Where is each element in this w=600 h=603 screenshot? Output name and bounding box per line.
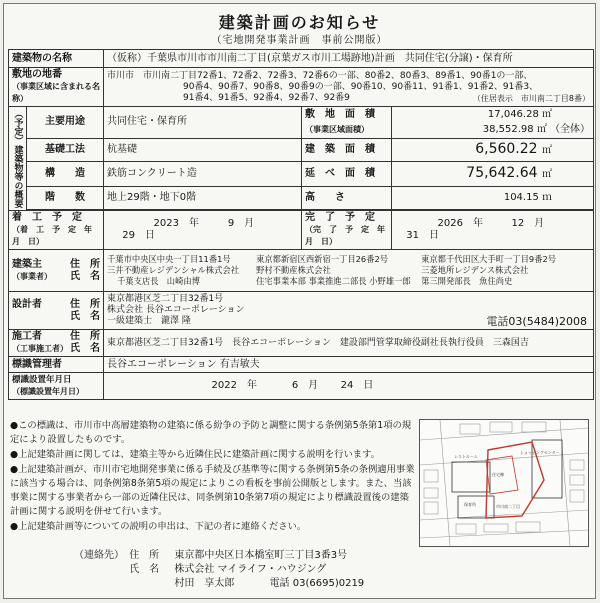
designer-company: 株式会社 長谷エコーポレーション (107, 305, 245, 315)
info-table (8, 49, 594, 400)
height-label: 高 さ (302, 186, 392, 209)
owner-label: 建築主 (12, 258, 42, 270)
site-line-2: 90番4、90番7、90番8、90番9の一部、90番10、90番11、91番1、91番2、91番3、 (183, 81, 539, 92)
note-3: ●上記建築計画が、市川市宅地開発事業に係る手続及び基準等に関する条例第5条の条例適用事業に該当する場合は、同条例第8条第5項の規定によりこの看板を事前公開版とします。また、当該事業に関する事業者から一部の近隣住民は、同条例第10条第7項の規定により標識設置後の建築計画に関する説明を併せて行います。 (10, 464, 415, 517)
site-area-value: 17,046.28 (487, 108, 539, 120)
row-posting-date (9, 373, 594, 400)
contractor-name-label: 氏 名 (70, 343, 100, 354)
contractor-label-sub: （工事施工者） (12, 344, 68, 353)
structure-label: 構 造 (27, 161, 104, 186)
contact-phone: 電話 03(6695)0219 (269, 578, 365, 589)
notes (10, 419, 415, 535)
sign-title: 建築計画のお知らせ (218, 13, 381, 32)
designer-addr-label: 住 所 (70, 298, 100, 310)
floors-value: 地上29階・地下0階 (104, 186, 302, 209)
end-label-sub: （完 了 予 定 年 月 日） (305, 225, 393, 246)
notice-sign (3, 3, 596, 599)
site-area-label: 敷 地 面 積 (305, 108, 375, 120)
designer-phone: 電話03(5484)2008 (486, 315, 588, 328)
start-month: 9 月 (227, 218, 255, 229)
start-day: 29 日 (122, 230, 155, 241)
end-label: 完 了 予 定 (305, 212, 375, 223)
building-area-label: 建 築 面 積 (302, 138, 392, 161)
owner-company-2: 東京都新宿区西新宿一丁目26番2号 野村不動産株式会社 住宅事業本部 事業推進二部長 小野雄一郎 (256, 254, 411, 286)
end-day: 31 日 (406, 230, 439, 241)
owner-company-3: 東京都千代田区大手町一丁目9番2号 三菱地所レジデンス株式会社 第三開発部長 魚住尚史 (421, 254, 557, 286)
height-value: 104.15 (503, 191, 539, 203)
site-label-sub: （事業区域に含まれる名称） (12, 82, 100, 103)
row-use: （予定）建築物等の概要 主要用途 共同住宅・保育所 敷 地 面 積 （事業区域面積） 17,046.28 ㎡ 38,552.98 ㎡ （全体） (9, 107, 594, 139)
designer-address: 東京都港区芝二丁目32番1号 (107, 294, 224, 304)
map-label-b: ショッピングセンター (520, 450, 560, 455)
start-label: 着 工 予 定 (12, 212, 82, 223)
project-area-value: 38,552.98 (482, 123, 534, 135)
site-line-1: 市川市 市川南二丁目72番1、72番2、72番3、72番6の一部、80番2、80番3、89番1、90番1の一部、 (107, 70, 533, 81)
designer-architect: 一級建築士 瀧澤 隆 (107, 316, 191, 326)
owner-company-1: 千葉市中央区中央一丁目11番1号 三井不動産レジデンシャル株式会社 千葉支店長 山崎由博 (107, 254, 240, 286)
height-unit: ｍ (542, 191, 553, 203)
owner-label-sub: （事業者） (12, 271, 52, 281)
end-year: 2026 年 (437, 218, 483, 229)
site-address-note: （住居表示 市川南二丁目8番） (472, 93, 591, 103)
map-label-c: 住宅棟 (492, 472, 504, 477)
row-structure: 構 造 鉄筋コンクリート造 延 べ 面 積 75,642.64 ㎡ (9, 161, 594, 186)
contact-person: 村田 享太郎 (174, 578, 235, 589)
row-owner (9, 250, 594, 292)
row-foundation: 基礎工法 杭基礎 建 築 面 積 6,560.22 ㎡ (9, 138, 594, 161)
designer-name-label: 氏 名 (70, 310, 100, 322)
floors-label: 階 数 (27, 186, 104, 209)
map-label-e: 市川南二丁目 (496, 504, 520, 509)
row-schedule (9, 211, 594, 250)
posting-day: 24 日 (340, 380, 374, 391)
note-1: ●この標識は、市川市中高層建築物の建築に係る紛争の予防と調整に関する条例第5条第1項の規定により設置したものです。 (10, 420, 412, 445)
foundation-value: 杭基礎 (104, 138, 302, 161)
contact-company: 株式会社 マイライフ・ハウジング (174, 564, 327, 575)
contractor-addr-label: 住 所 (70, 331, 100, 342)
foundation-label: 基礎工法 (27, 138, 104, 161)
contact-addr-label: 住 所 (129, 550, 160, 561)
manager-value: 長谷エコーポレーション 有吉敏夫 (104, 357, 594, 373)
sign-subtitle: （宅地開発事業計画 事前公開版） (211, 35, 388, 46)
contact-address: 東京都中央区日本橋室町三丁目3番3号 (174, 550, 348, 561)
overview-label: （予定）建築物等の概要 (9, 107, 27, 211)
use-label: 主要用途 (27, 107, 104, 139)
note-2: ●上記建築計画に関しては、建築主等から近隣住民に建築計画に関する説明を行います。 (10, 449, 380, 460)
posting-label: 標識設置年月日 (12, 375, 72, 385)
site-area-unit: ㎡ (542, 108, 553, 120)
owner-name-label: 氏 名 (70, 270, 100, 282)
map-label-d: 保育所 (464, 502, 476, 507)
start-year: 2023 年 (153, 218, 199, 229)
designer-label: 設計者 (12, 298, 42, 310)
contact-label: （連絡先） (74, 550, 124, 561)
start-label-sub: （着 工 予 定 年 月 日） (12, 225, 100, 246)
building-area-value: 6,560.22 (475, 140, 538, 157)
use-value: 共同住宅・保育所 (104, 107, 302, 139)
posting-label-sub: （標識設置年月日） (12, 387, 84, 396)
site-map (419, 419, 589, 547)
contact-name-label: 氏 名 (129, 564, 160, 575)
note-4: ●上記建築計画等についての説明の申出は、下記の者に連絡ください。 (10, 521, 307, 532)
contractor-value: 東京都港区芝二丁目32番1号 長谷エコーポレーション 建設部門管掌取締役副社長執行役員 三森国吉 (104, 330, 594, 357)
floor-area-value: 75,642.64 (466, 164, 538, 181)
contact-block (74, 549, 364, 591)
manager-label: 標識管理者 (9, 357, 104, 373)
site-label: 敷地の地番 (12, 69, 62, 80)
row-site (9, 68, 594, 107)
row-contractor (9, 330, 594, 357)
site-line-3: 91番4、91番5、92番4、92番7、92番9 (183, 92, 350, 103)
map-label-a: レストルーム (454, 454, 478, 459)
posting-year: 2022 年 (211, 380, 257, 391)
row-floors (9, 186, 594, 209)
row-manager (9, 357, 594, 373)
contractor-label: 施工者 (12, 331, 42, 342)
building-name-label: 建築物の名称 (9, 50, 104, 68)
posting-month: 6 月 (291, 380, 319, 391)
site-map-drawing (420, 420, 588, 546)
project-area-label: （事業区域面積） (305, 124, 369, 134)
floor-area-label: 延 べ 面 積 (302, 161, 392, 186)
row-building-name (9, 50, 594, 68)
row-designer (9, 292, 594, 330)
end-month: 12 月 (511, 218, 545, 229)
project-area-note: （全体） (550, 123, 591, 135)
structure-value: 鉄筋コンクリート造 (104, 161, 302, 186)
building-name: （仮称）千葉県市川市市川南二丁目(京葉ガス市川工場跡地)計画 共同住宅(分譲)・保育所 (104, 50, 594, 68)
owner-addr-label: 住 所 (70, 258, 100, 270)
